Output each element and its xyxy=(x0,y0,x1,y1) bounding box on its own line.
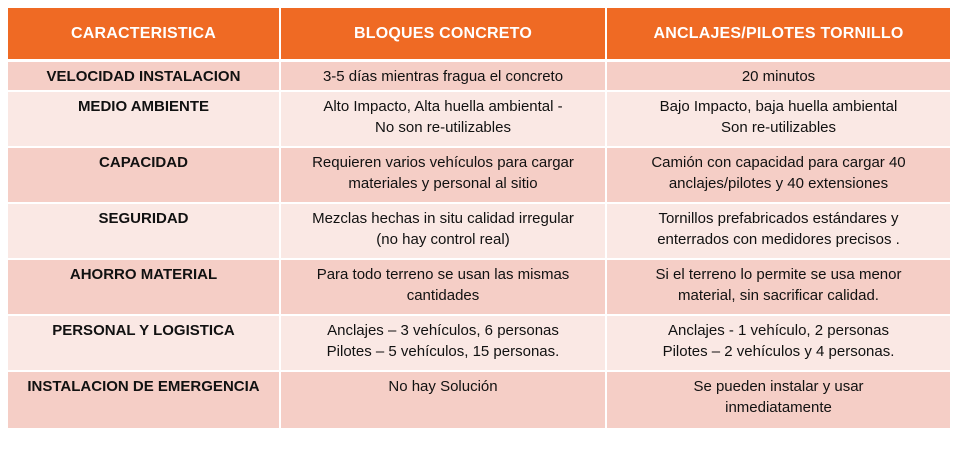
row-label: MEDIO AMBIENTE xyxy=(8,91,280,147)
comparison-table xyxy=(8,8,950,430)
cell-line: enterrados con medidores precisos . xyxy=(657,231,900,248)
table-header-row xyxy=(8,8,950,61)
tornillo-cell xyxy=(606,259,950,315)
header-anclajes-pilotes: ANCLAJES/PILOTES TORNILLO xyxy=(606,8,950,61)
row-label: SEGURIDAD xyxy=(8,203,280,259)
row-label: CAPACIDAD xyxy=(8,147,280,203)
concreto-cell xyxy=(280,203,606,259)
cell-line: Tornillos prefabricados estándares y xyxy=(658,210,899,227)
cell-line: Pilotes – 2 vehículos y 4 personas. xyxy=(662,343,895,360)
concreto-cell xyxy=(280,91,606,147)
cell-line: Son re-utilizables xyxy=(720,119,837,136)
tornillo-cell xyxy=(606,315,950,371)
cell-line: 20 minutos xyxy=(741,68,816,85)
cell-line: Anclajes - 1 vehículo, 2 personas xyxy=(668,322,889,339)
cell-line: anclajes/pilotes y 40 extensiones xyxy=(668,175,889,192)
table-row xyxy=(8,315,950,371)
cell-line: Camión con capacidad para cargar 40 xyxy=(651,154,906,171)
cell-line: Se pueden instalar y usar xyxy=(693,378,864,395)
cell-line: No hay Solución xyxy=(388,378,498,395)
cell-line: No son re-utilizables xyxy=(375,119,511,136)
table-row xyxy=(8,371,950,429)
cell-line: Bajo Impacto, baja huella ambiental xyxy=(659,98,898,115)
tornillo-cell xyxy=(606,203,950,259)
comparison-table-container xyxy=(8,8,950,438)
row-label: INSTALACION DE EMERGENCIA xyxy=(8,371,280,429)
table-row xyxy=(8,61,950,92)
tornillo-cell xyxy=(606,91,950,147)
row-label: AHORRO MATERIAL xyxy=(8,259,280,315)
cell-line: Si el terreno lo permite se usa menor xyxy=(655,266,902,283)
cell-line: Alto Impacto, Alta huella ambiental - xyxy=(323,98,563,115)
cell-line: materiales y personal al sitio xyxy=(348,175,538,192)
concreto-cell xyxy=(280,147,606,203)
cell-line: material, sin sacrificar calidad. xyxy=(678,287,879,304)
cell-line: inmediatamente xyxy=(725,399,832,416)
cell-line: Pilotes – 5 vehículos, 15 personas. xyxy=(326,343,560,360)
concreto-cell xyxy=(280,315,606,371)
concreto-cell xyxy=(280,61,606,92)
cell-line: Para todo terreno se usan las mismas xyxy=(316,266,570,283)
header-caracteristica: CARACTERISTICA xyxy=(8,8,280,61)
cell-line: 3-5 días mientras fragua el concreto xyxy=(322,68,564,85)
table-row xyxy=(8,147,950,203)
concreto-cell xyxy=(280,371,606,429)
cell-line: Mezclas hechas in situ calidad irregular xyxy=(312,210,574,227)
table-row xyxy=(8,259,950,315)
cell-line: cantidades xyxy=(406,287,480,304)
header-bloques-concreto: BLOQUES CONCRETO xyxy=(280,8,606,61)
table-row xyxy=(8,91,950,147)
tornillo-cell xyxy=(606,61,950,92)
row-label: VELOCIDAD INSTALACION xyxy=(8,61,280,92)
cell-line: (no hay control real) xyxy=(376,231,510,248)
cell-line: Requieren varios vehículos para cargar xyxy=(312,154,574,171)
tornillo-cell xyxy=(606,371,950,429)
tornillo-cell xyxy=(606,147,950,203)
row-label: PERSONAL Y LOGISTICA xyxy=(8,315,280,371)
concreto-cell xyxy=(280,259,606,315)
table-row xyxy=(8,203,950,259)
cell-line: Anclajes – 3 vehículos, 6 personas xyxy=(327,322,559,339)
